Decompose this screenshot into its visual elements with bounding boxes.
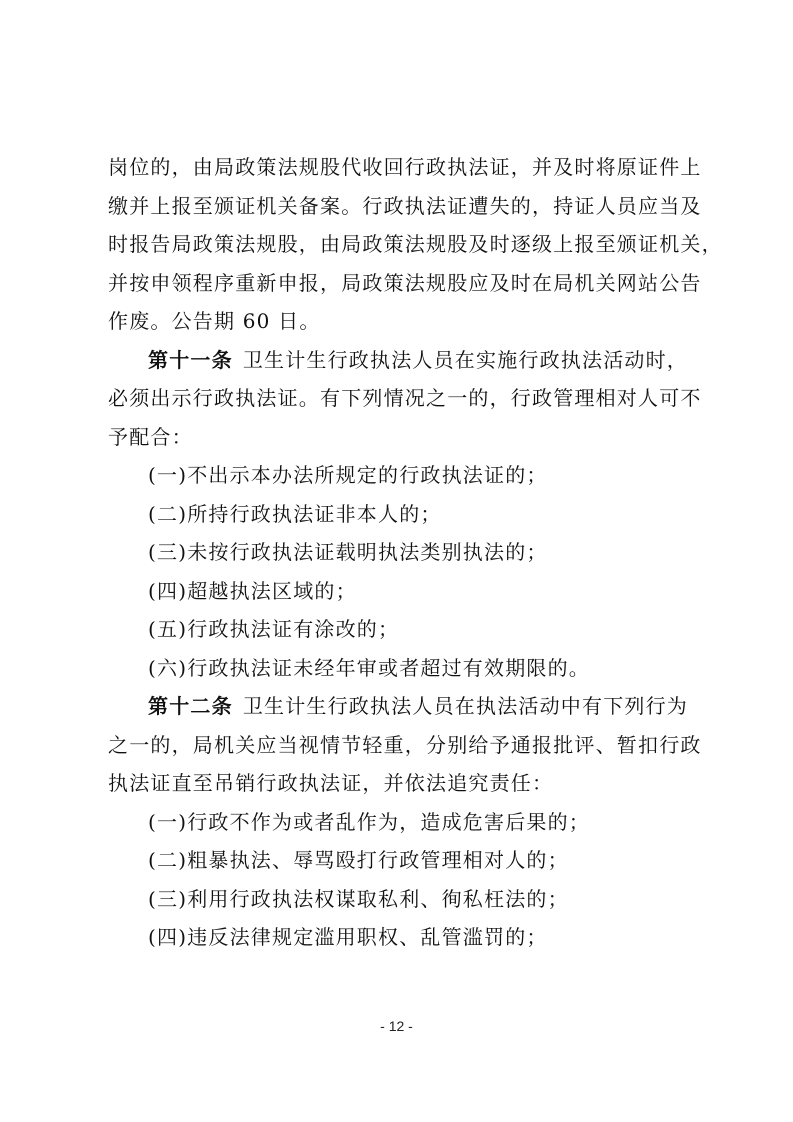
list-item: (三)未按行政执法证载明执法类别执法的； (148, 540, 548, 564)
article-11-first-line (108, 341, 698, 380)
text-line: 予配合： (108, 424, 193, 449)
text-line: 并按申领程序重新申报，局政策法规股应及时在局机关网站公告 (108, 270, 702, 295)
text-line: 作废。公告期 60 日。 (108, 309, 321, 333)
text-line: 岗位的，由局政策法规股代收回行政执法证，并及时将原证件上 (108, 155, 702, 179)
article-12-text: 卫生计生行政执法人员在执法活动中有下列行为 (242, 694, 689, 718)
text-line: 必须出示行政执法证。有下列情况之一的，行政管理相对人可不 (108, 386, 702, 410)
list-item: (四)违反法律规定滥用职权、乱管滥罚的； (148, 925, 548, 949)
text-line: 时报告局政策法规股，由局政策法规股及时逐级上报至颁证机关， (108, 232, 723, 256)
list-item: (二)所持行政执法证非本人的； (148, 501, 442, 526)
article-11-text: 卫生计生行政执法人员在实施行政执法活动时， (242, 347, 689, 372)
list-item: (二)粗暴执法、辱骂殴打行政管理相对人的； (148, 848, 569, 872)
document-body (108, 148, 723, 957)
article-11-heading: 第十一条 (148, 347, 233, 372)
list-item: (一)行政不作为或者乱作为，造成危害后果的； (148, 809, 591, 834)
list-item: (一)不出示本办法所规定的行政执法证的； (148, 463, 548, 487)
article-12-first-line (108, 687, 698, 726)
list-item: (五)行政执法证有涂改的； (148, 617, 400, 641)
text-line: 之一的，局机关应当视情节轻重，分别给予通报批评、暂扣行政 (108, 732, 702, 757)
article-12-heading: 第十二条 (148, 694, 233, 718)
list-item: (六)行政执法证未经年审或者超过有效期限的。 (148, 655, 591, 680)
list-item: (四)超越执法区域的； (148, 578, 357, 603)
text-line: 执法证直至吊销行政执法证，并依法追究责任： (108, 771, 554, 795)
page-number: - 12 - (380, 1018, 413, 1034)
text-line: 缴并上报至颁证机关备案。行政执法证遭失的，持证人员应当及 (108, 193, 702, 218)
list-item: (三)利用行政执法权谋取私利、徇私枉法的； (148, 886, 569, 911)
